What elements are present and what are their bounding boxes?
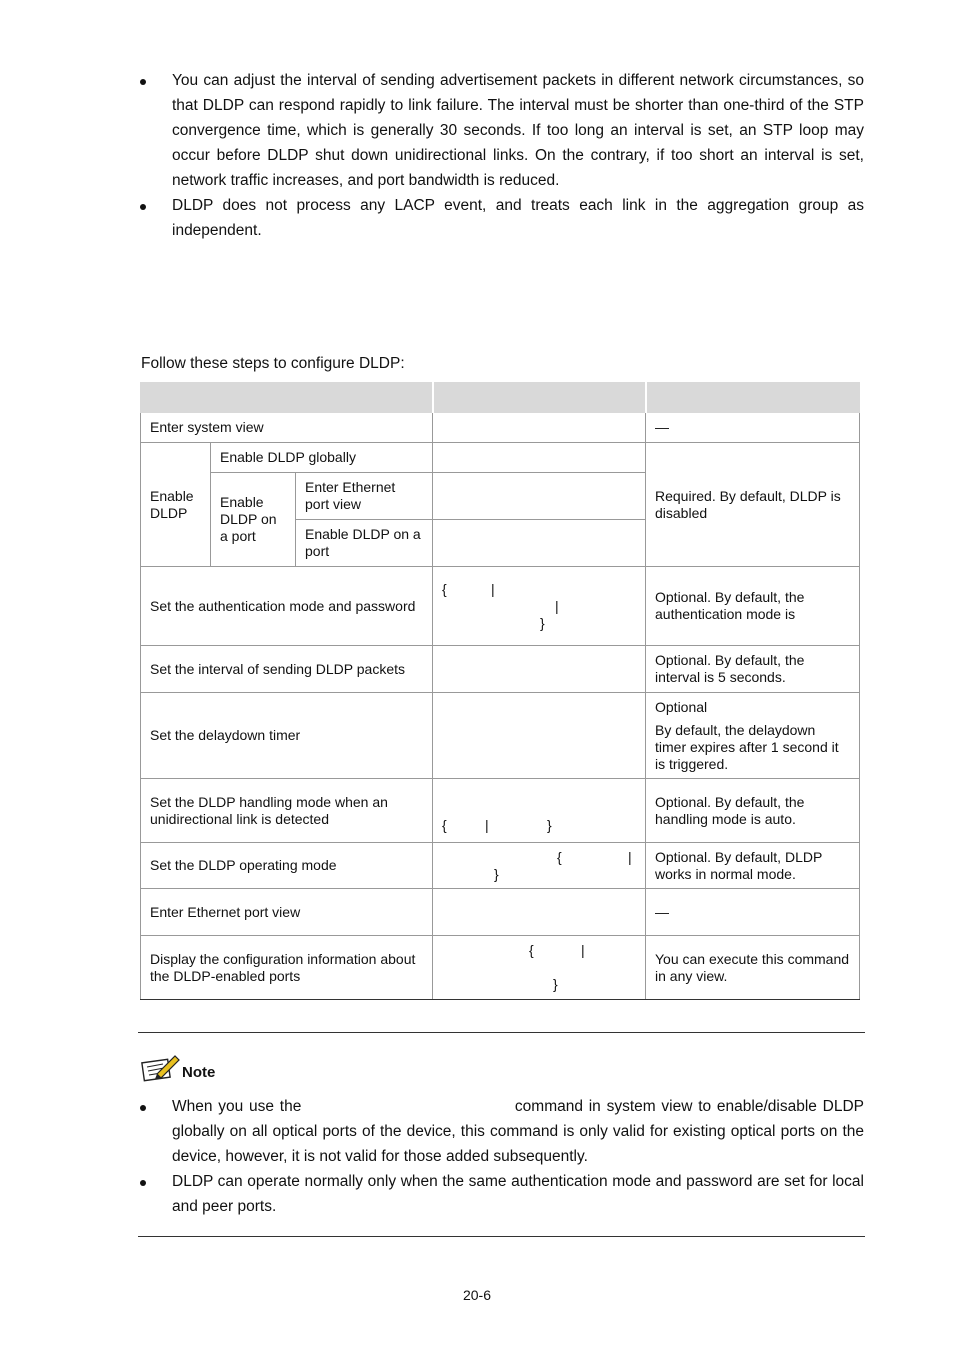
bullet-text: command in system view to enable/disable DLDP globally on all optical ports of the device, this command is only valid for existing optical ports on the device, however, it is not valid for those added subsequently. xyxy=(172,1098,864,1165)
cmd-cell xyxy=(433,843,646,889)
bullet-dot-icon xyxy=(140,79,146,85)
cmd-cell xyxy=(433,443,646,473)
steps-intro: Follow these steps to configure DLDP: xyxy=(141,355,405,372)
op-cell: Enter system view xyxy=(141,413,433,443)
table-row xyxy=(141,693,860,779)
table-row xyxy=(141,443,860,473)
remarks-cell: You can execute this command in any view. xyxy=(646,936,860,1000)
bullet-dot-icon xyxy=(140,204,146,210)
remarks-cell: Optional. By default, the interval is 5 seconds. xyxy=(646,646,860,693)
table-row xyxy=(141,779,860,843)
note-header xyxy=(141,1052,216,1084)
bullet-item xyxy=(140,193,864,243)
cmd-line xyxy=(442,598,636,615)
remarks-cell xyxy=(646,693,860,779)
cmd-line xyxy=(442,581,636,598)
table-row xyxy=(141,889,860,936)
remarks-cell: — xyxy=(646,413,860,443)
bullet-text: When you use the xyxy=(172,1098,302,1115)
page-number: 20-6 xyxy=(462,1287,492,1303)
bullet-dot-icon xyxy=(140,1180,146,1186)
op-cell: Enter Ethernet port view xyxy=(141,889,433,936)
op-cell: Set the interval of sending DLDP packets xyxy=(141,646,433,693)
intro-bullet-list xyxy=(140,68,864,243)
remarks-line: Optional xyxy=(655,698,708,715)
cmd-line xyxy=(442,976,636,993)
cmd-cell xyxy=(433,936,646,1000)
note-pen-icon xyxy=(141,1052,181,1082)
cmd-line xyxy=(442,866,636,883)
cmd-pipe: | xyxy=(581,942,585,958)
header-remarks xyxy=(646,383,860,413)
note-bullet-list xyxy=(140,1094,864,1219)
header-command xyxy=(433,383,646,413)
cmd-brace: { xyxy=(529,942,534,958)
bullet-text: DLDP does not process any LACP event, and treats each link in the aggregation group as independent. xyxy=(172,197,864,239)
cmd-brace: { xyxy=(557,848,562,865)
note-top-rule xyxy=(138,1032,865,1033)
op-cell: Set the DLDP operating mode xyxy=(141,843,433,889)
op-cell: Set the authentication mode and password xyxy=(141,567,433,646)
table-row xyxy=(141,413,860,443)
table-header-row xyxy=(141,383,860,413)
cmd-cell xyxy=(433,473,646,520)
cmd-line xyxy=(442,959,636,976)
note-label: Note xyxy=(182,1064,216,1081)
remarks-line: By default, the delaydown timer expires after 1 second it is triggered. xyxy=(655,721,839,772)
cmd-brace: } xyxy=(553,976,558,992)
cmd-line xyxy=(442,615,636,632)
bullet-text: DLDP can operate normally only when the same authentication mode and password are set for local and peer ports. xyxy=(172,1173,864,1215)
dldp-steps-table xyxy=(140,382,860,1000)
cmd-line xyxy=(442,942,636,959)
cmd-pipe: | xyxy=(491,580,495,597)
op-subgroup-cell: Enable DLDP on a port xyxy=(211,473,296,567)
cmd-brace: } xyxy=(547,817,552,833)
op-cell: Enter Ethernet port view xyxy=(296,473,433,520)
cmd-line xyxy=(442,849,636,866)
remarks-cell: Optional. By default, DLDP works in normal mode. xyxy=(646,843,860,889)
op-group-cell: Enable DLDP xyxy=(141,443,211,567)
cmd-pipe: | xyxy=(485,817,489,833)
table-row xyxy=(141,843,860,889)
op-cell: Set the delaydown timer xyxy=(141,693,433,779)
cmd-cell xyxy=(433,520,646,567)
table-row xyxy=(141,646,860,693)
cmd-cell xyxy=(433,779,646,843)
cmd-cell xyxy=(433,646,646,693)
cmd-brace: { xyxy=(442,580,447,597)
op-cell: Set the DLDP handling mode when an unidirectional link is detected xyxy=(141,779,433,843)
header-operation xyxy=(141,383,433,413)
cmd-cell xyxy=(433,567,646,646)
bullet-item xyxy=(140,68,864,193)
cmd-cell xyxy=(433,693,646,779)
remarks-cell: Optional. By default, the handling mode is auto. xyxy=(646,779,860,843)
bullet-item xyxy=(140,1169,864,1219)
cmd-cell xyxy=(433,889,646,936)
bullet-dot-icon xyxy=(140,1105,146,1111)
bullet-item xyxy=(140,1094,864,1169)
note-bottom-rule xyxy=(138,1236,865,1237)
bullet-text: You can adjust the interval of sending advertisement packets in different network circumstances, so that DLDP can respond rapidly to link failure. The interval must be shorter than one-third of the STP convergence time, which is generally 30 seconds. If too long an interval is set, an STP loop may occur before DLDP shut down unidirectional links. On the contrary, if too short an interval is set, network traffic increases, and port bandwidth is reduced. xyxy=(172,72,864,189)
table-row xyxy=(141,567,860,646)
cmd-pipe: | xyxy=(555,597,559,614)
cmd-pipe: | xyxy=(628,848,632,865)
table-row xyxy=(141,936,860,1000)
cmd-brace: { xyxy=(442,817,447,833)
remarks-cell: — xyxy=(646,889,860,936)
op-cell: Enable DLDP on a port xyxy=(296,520,433,567)
cmd-brace: } xyxy=(494,865,499,882)
remarks-cell: Required. By default, DLDP is disabled xyxy=(646,443,860,567)
op-cell: Display the configuration information about the DLDP-enabled ports xyxy=(141,936,433,1000)
op-cell: Enable DLDP globally xyxy=(211,443,433,473)
cmd-cell xyxy=(433,413,646,443)
cmd-brace: } xyxy=(540,614,545,631)
remarks-cell: Optional. By default, the authentication mode is xyxy=(646,567,860,646)
cmd-line xyxy=(442,817,636,834)
